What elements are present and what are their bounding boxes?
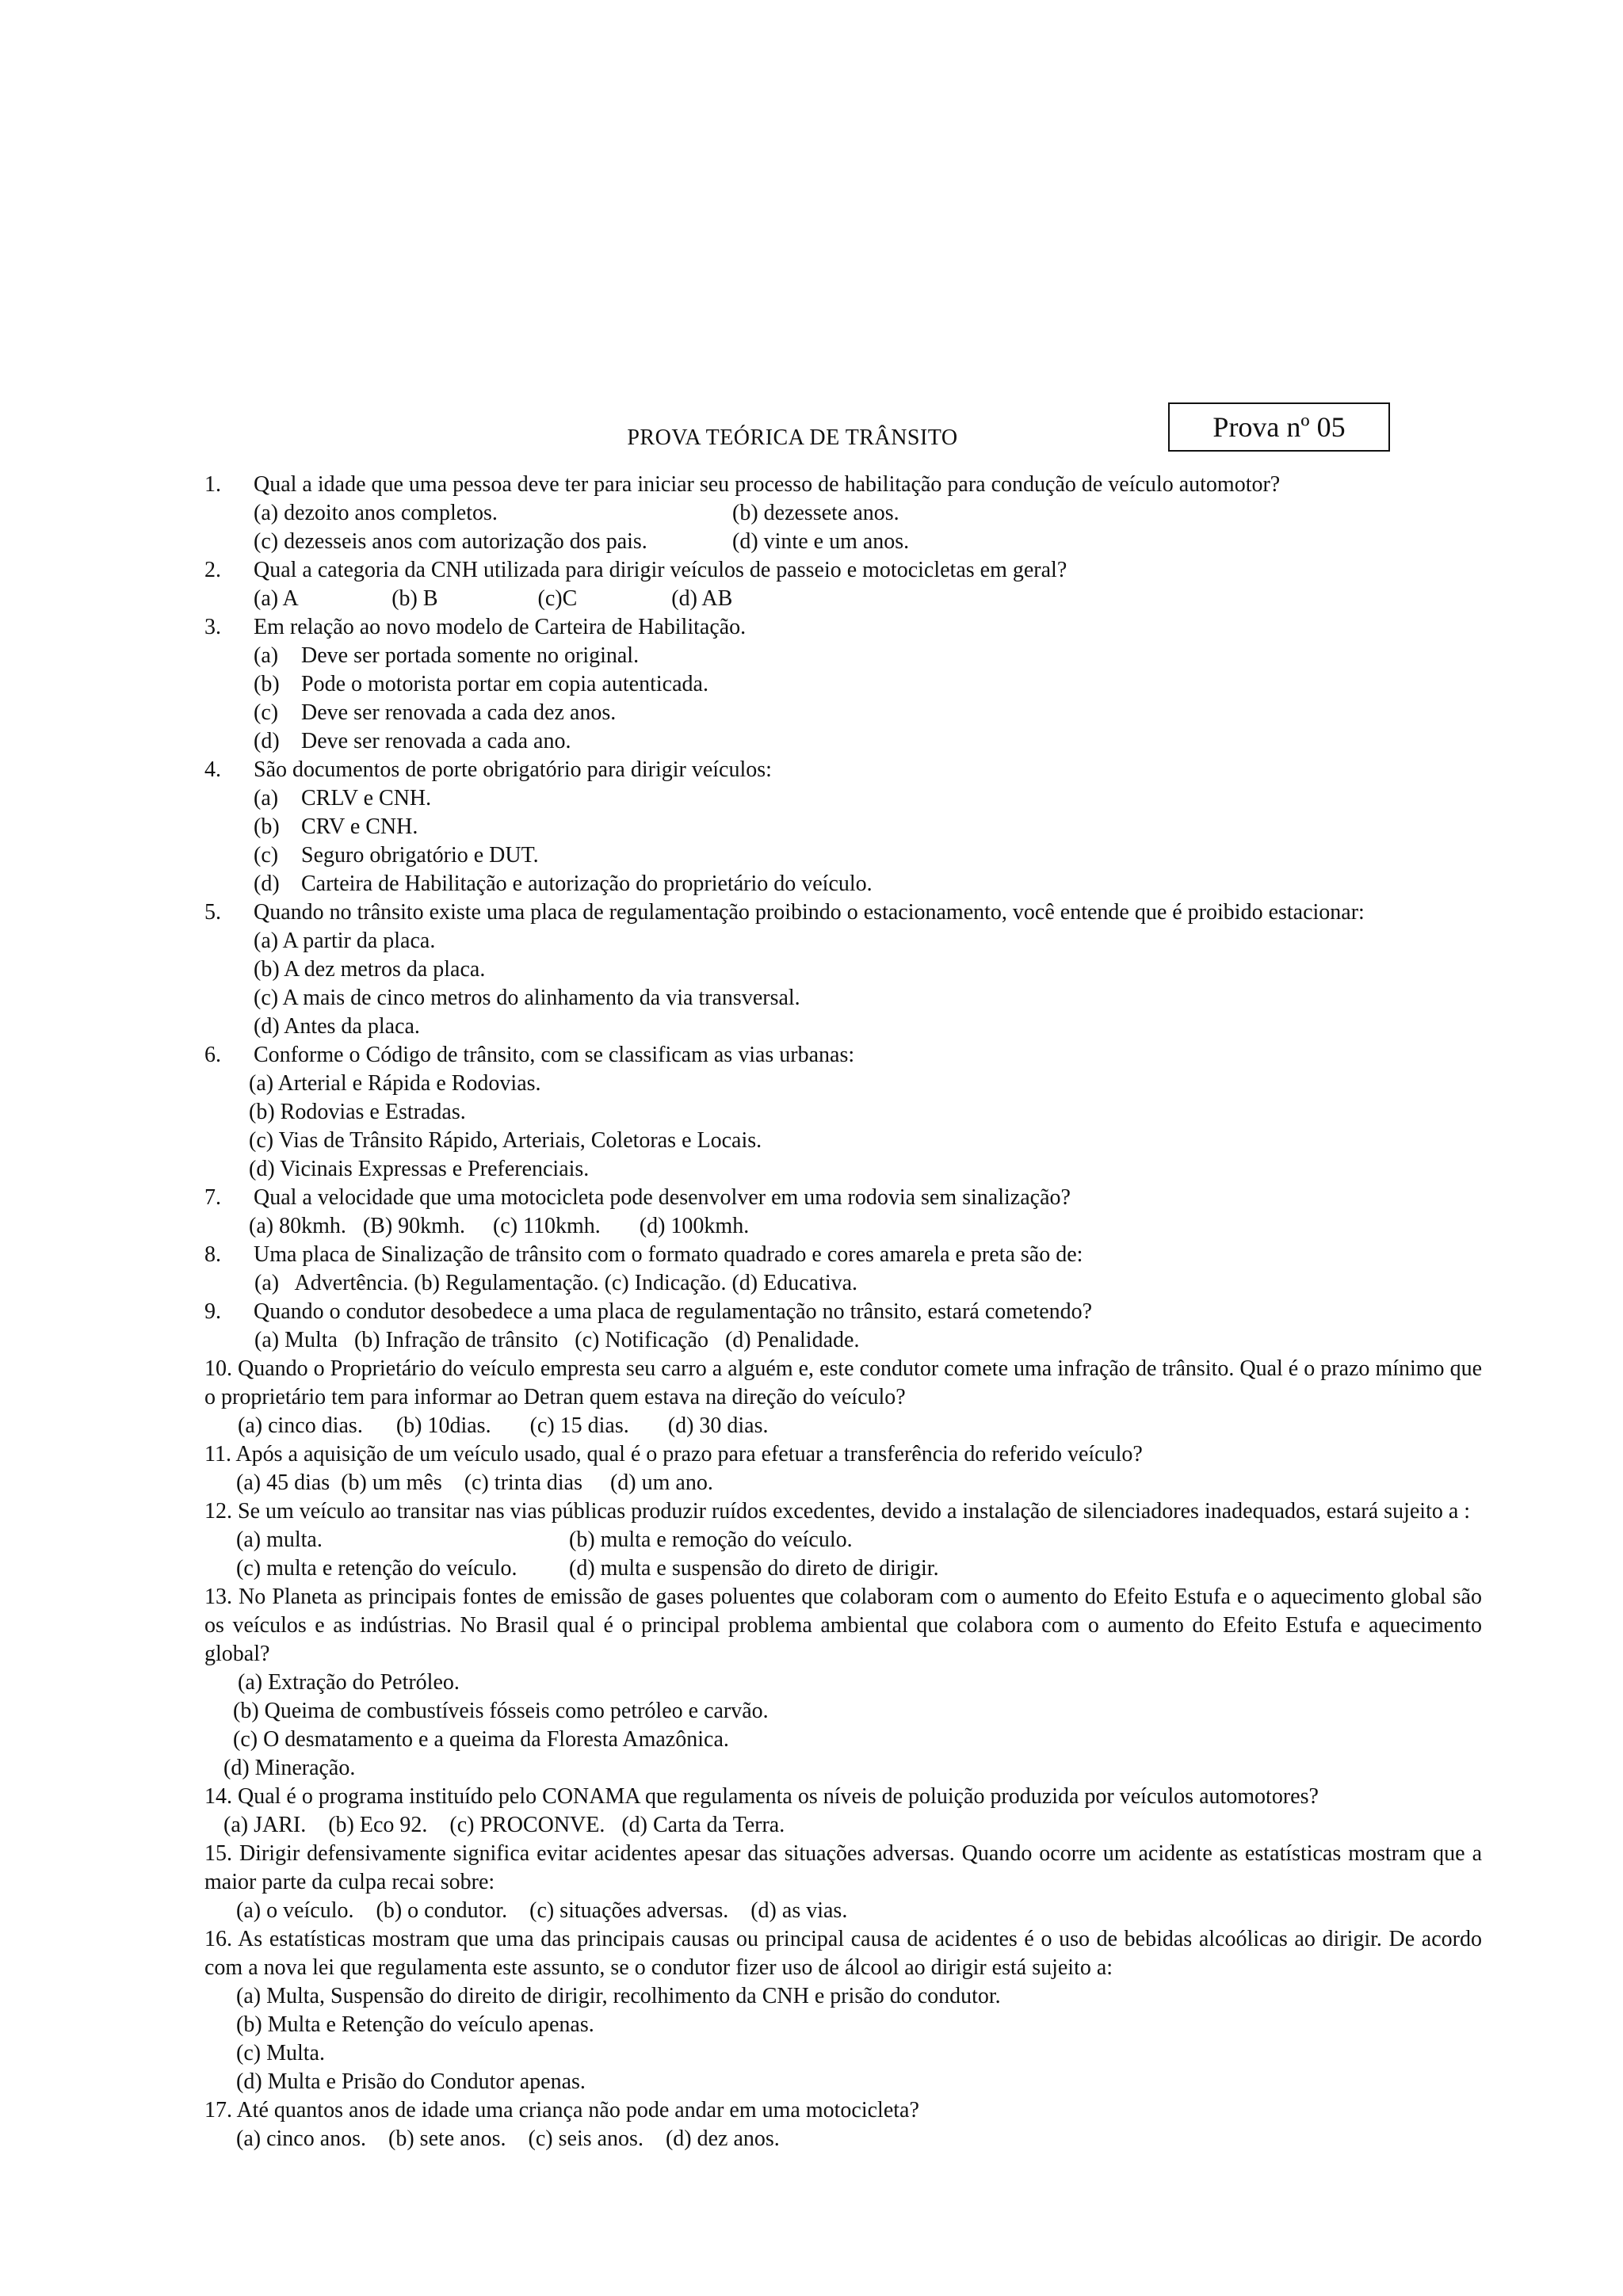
question-4 bbox=[204, 756, 1482, 784]
question-number: 3. bbox=[204, 615, 221, 639]
option-text: Carteira de Habilitação e autorização do proprietário do veículo. bbox=[301, 871, 873, 896]
option-b: (b) Multa e Retenção do veículo apenas. bbox=[236, 2012, 594, 2037]
option-c: (c) O desmatamento e a queima da Floresta Amazônica. bbox=[233, 1727, 729, 1752]
option-text: Deve ser renovada a cada dez anos. bbox=[301, 700, 617, 725]
question-number: 5. bbox=[204, 900, 221, 925]
question-text: Qual a categoria da CNH utilizada para dirigir veículos de passeio e motocicletas em geral? bbox=[254, 558, 1067, 582]
question-text: 12. Se um veículo ao transitar nas vias públicas produzir ruídos excedentes, devido a instalação de silenciadores inadequados, estará sujeito a : bbox=[204, 1499, 1471, 1524]
option-b: (b) A dez metros da placa. bbox=[254, 957, 486, 982]
question-1 bbox=[204, 471, 1482, 499]
question-14 bbox=[204, 1783, 1482, 1811]
question-13 bbox=[204, 1583, 1482, 1669]
question-text: São documentos de porte obrigatório para dirigir veículos: bbox=[254, 757, 772, 782]
question-text: Conforme o Código de trânsito, com se classificam as vias urbanas: bbox=[254, 1043, 855, 1067]
option-c: (c) Multa. bbox=[236, 2041, 325, 2065]
option-a: (a) multa. bbox=[236, 1527, 323, 1552]
question-8 bbox=[204, 1241, 1482, 1269]
question-text: 16. As estatísticas mostram que uma das principais causas ou principal causa de acidentes é o uso de bebidas alcoólicas ao dirigir. De acordo com a nova lei que regulamenta este assunto, se o condutor fizer uso de álcool ao dirigir está sujeito a: bbox=[204, 1927, 1482, 1980]
option-c: (c) Vias de Trânsito Rápido, Arteriais, Coletoras e Locais. bbox=[249, 1128, 762, 1153]
option-a: (a) A partir da placa. bbox=[254, 929, 436, 953]
option-c: (c) dezesseis anos com autorização dos pais. bbox=[254, 529, 647, 554]
options-row bbox=[204, 528, 1482, 556]
options-row bbox=[204, 1526, 1482, 1554]
option-b: (b) Rodovias e Estradas. bbox=[249, 1100, 466, 1124]
question-text: 14. Qual é o programa instituído pelo CONAMA que regulamenta os níveis de poluição produzida por veículos automotores? bbox=[204, 1784, 1319, 1809]
option-b: (b) multa e remoção do veículo. bbox=[569, 1527, 853, 1552]
question-text: 10. Quando o Proprietário do veículo empresta seu carro a alguém e, este condutor comete uma infração de trânsito. Qual é o prazo mínimo que o proprietário tem para informar ao Detran quem estava na direção do veículo? bbox=[204, 1356, 1482, 1409]
question-7 bbox=[204, 1184, 1482, 1212]
option-label: (d) bbox=[254, 871, 280, 896]
option-a bbox=[204, 784, 1482, 813]
question-number: 7. bbox=[204, 1185, 221, 1210]
option-a: (a) Arterial e Rápida e Rodovias. bbox=[249, 1071, 541, 1096]
option-a: (a) dezoito anos completos. bbox=[254, 501, 498, 525]
option-d bbox=[204, 870, 1482, 898]
question-number: 4. bbox=[204, 757, 221, 782]
question-text: 17. Até quantos anos de idade uma criança não pode andar em uma motocicleta? bbox=[204, 2098, 919, 2122]
question-number: 6. bbox=[204, 1043, 221, 1067]
question-12 bbox=[204, 1497, 1482, 1526]
option-label: (c) bbox=[254, 700, 279, 725]
question-number: 1. bbox=[204, 472, 221, 497]
option-c bbox=[204, 699, 1482, 727]
question-11 bbox=[204, 1440, 1482, 1469]
option-d: (d) Vicinais Expressas e Preferenciais. bbox=[249, 1157, 590, 1181]
prova-number-box: Prova nº 05 bbox=[1168, 402, 1390, 452]
question-text: Uma placa de Sinalização de trânsito com o formato quadrado e cores amarela e preta são de: bbox=[254, 1242, 1083, 1267]
questions-list bbox=[204, 471, 1482, 2153]
option-b: (b) dezessete anos. bbox=[732, 501, 899, 525]
question-6 bbox=[204, 1041, 1482, 1070]
option-a: (a) Multa, Suspensão do direito de dirigir, recolhimento da CNH e prisão do condutor. bbox=[236, 1984, 1001, 2008]
question-text: Quando o condutor desobedece a uma placa de regulamentação no trânsito, estará cometendo? bbox=[254, 1299, 1093, 1324]
option-d: (d) Antes da placa. bbox=[254, 1014, 420, 1039]
question-10 bbox=[204, 1355, 1482, 1412]
option-d: (d) multa e suspensão do direto de dirigir. bbox=[569, 1556, 939, 1581]
option-label: (c) bbox=[254, 843, 279, 868]
option-a: (a) Extração do Petróleo. bbox=[238, 1670, 460, 1695]
option-text: Pode o motorista portar em copia autenticada. bbox=[301, 672, 708, 696]
question-16 bbox=[204, 1925, 1482, 1982]
option-text: Seguro obrigatório e DUT. bbox=[301, 843, 539, 868]
options-row bbox=[204, 499, 1482, 528]
option-label: (a) bbox=[254, 643, 279, 668]
option-label: (a) bbox=[254, 786, 279, 810]
options-line: (a) A (b) B (c)C (d) AB bbox=[254, 586, 733, 611]
option-c: (c) A mais de cinco metros do alinhamento da via transversal. bbox=[254, 986, 800, 1010]
question-number: 2. bbox=[204, 558, 221, 582]
option-text: Deve ser renovada a cada ano. bbox=[301, 729, 571, 753]
question-text: 15. Dirigir defensivamente significa evitar acidentes apesar das situações adversas. Quando ocorre um acidente as estatísticas mostram que a maior parte da culpa recai sobre: bbox=[204, 1841, 1482, 1894]
question-15 bbox=[204, 1840, 1482, 1897]
option-d: (d) vinte e um anos. bbox=[732, 529, 910, 554]
option-text: CRV e CNH. bbox=[301, 814, 418, 839]
options-line: (a) 80kmh. (B) 90kmh. (c) 110kmh. (d) 100kmh. bbox=[249, 1214, 750, 1238]
option-d: (d) Mineração. bbox=[223, 1756, 356, 1780]
option-c bbox=[204, 841, 1482, 870]
option-text: Deve ser portada somente no original. bbox=[301, 643, 640, 668]
option-label: (b) bbox=[254, 672, 280, 696]
option-b bbox=[204, 670, 1482, 699]
question-17 bbox=[204, 2096, 1482, 2125]
question-2 bbox=[204, 556, 1482, 585]
question-text: Qual a velocidade que uma motocicleta pode desenvolver em uma rodovia sem sinalização? bbox=[254, 1185, 1071, 1210]
options-line: (a) cinco anos. (b) sete anos. (c) seis anos. (d) dez anos. bbox=[236, 2126, 780, 2151]
question-5 bbox=[204, 898, 1482, 927]
options-row bbox=[204, 1554, 1482, 1583]
options-line: (a) o veículo. (b) o condutor. (c) situações adversas. (d) as vias. bbox=[236, 1898, 848, 1923]
question-3 bbox=[204, 613, 1482, 642]
options-line: (a) cinco dias. (b) 10dias. (c) 15 dias. (d) 30 dias. bbox=[238, 1413, 769, 1438]
option-b: (b) Queima de combustíveis fósseis como petróleo e carvão. bbox=[233, 1699, 769, 1723]
option-d bbox=[204, 727, 1482, 756]
option-d: (d) Multa e Prisão do Condutor apenas. bbox=[236, 2069, 586, 2094]
options-line: (a) Advertência. (b) Regulamentação. (c) Indicação. (d) Educativa. bbox=[249, 1271, 858, 1295]
option-b bbox=[204, 813, 1482, 841]
question-9 bbox=[204, 1298, 1482, 1326]
exam-title: PROVA TEÓRICA DE TRÂNSITO bbox=[627, 425, 958, 450]
question-number: 9. bbox=[204, 1299, 221, 1324]
question-text: Qual a idade que uma pessoa deve ter para iniciar seu processo de habilitação para condução de veículo automotor? bbox=[254, 472, 1281, 497]
option-a bbox=[204, 642, 1482, 670]
question-text: Em relação ao novo modelo de Carteira de Habilitação. bbox=[254, 615, 747, 639]
options-line: (a) JARI. (b) Eco 92. (c) PROCONVE. (d) Carta da Terra. bbox=[223, 1813, 785, 1837]
option-text: CRLV e CNH. bbox=[301, 786, 432, 810]
question-text: 13. No Planeta as principais fontes de emissão de gases poluentes que colaboram com o aumento do Efeito Estufa e o aquecimento global são os veículos e as indústrias. No Brasil qual é o principal problema ambiental que colabora com o aumento do Efeito Estufa e aquecimento global? bbox=[204, 1585, 1482, 1666]
options-line: (a) 45 dias (b) um mês (c) trinta dias (d) um ano. bbox=[236, 1470, 713, 1495]
option-c: (c) multa e retenção do veículo. bbox=[236, 1556, 517, 1581]
question-text: Quando no trânsito existe uma placa de regulamentação proibindo o estacionamento, você entende que é proibido estacionar: bbox=[254, 900, 1365, 925]
option-label: (d) bbox=[254, 729, 280, 753]
question-number: 8. bbox=[204, 1242, 221, 1267]
option-label: (b) bbox=[254, 814, 280, 839]
question-text: 11. Após a aquisição de um veículo usado, qual é o prazo para efetuar a transferência do referido veículo? bbox=[204, 1442, 1143, 1466]
options-line: (a) Multa (b) Infração de trânsito (c) Notificação (d) Penalidade. bbox=[249, 1328, 860, 1352]
